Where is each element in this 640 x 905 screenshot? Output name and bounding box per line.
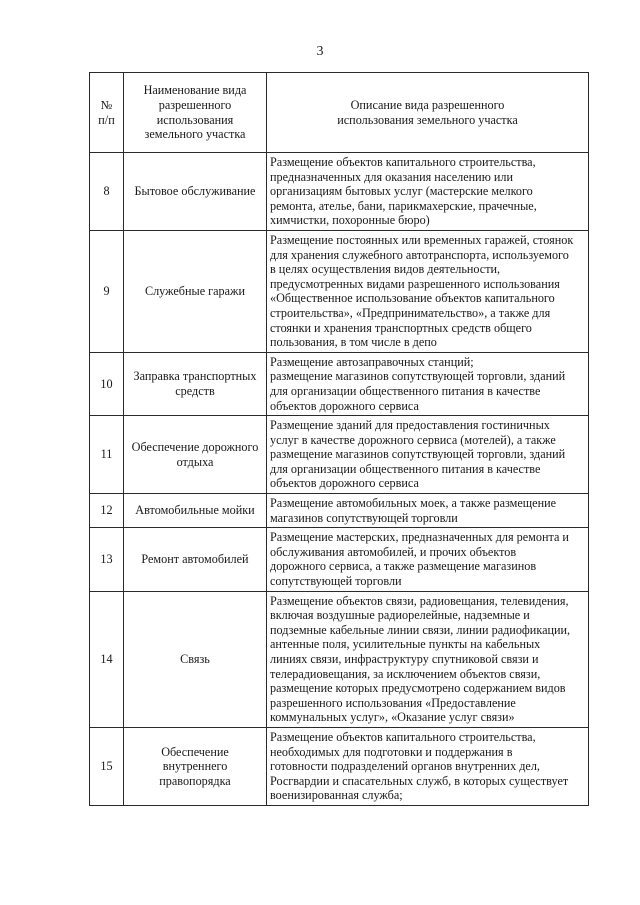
land-use-name bbox=[124, 230, 267, 352]
text-line: Служебные гаражи bbox=[144, 284, 246, 299]
text-line: разрешенного использования «Предоставление bbox=[270, 695, 516, 710]
row-number: 15 bbox=[90, 727, 124, 805]
header-number bbox=[90, 73, 124, 153]
text-line: готовности подразделений органов внутренних дел, bbox=[270, 759, 540, 774]
text-line: использования bbox=[156, 112, 234, 127]
text-line: объектов дорожного сервиса bbox=[270, 398, 419, 413]
row-number: 9 bbox=[90, 230, 124, 352]
text-line: антенные поля, усилительные пункты на кабельных bbox=[270, 637, 541, 652]
text-line: Размещение автомобильных моек, а также размещение bbox=[270, 496, 557, 511]
land-use-description bbox=[267, 153, 589, 231]
text-line: дорожного сервиса, а также размещение магазинов bbox=[270, 559, 537, 574]
row-number: 13 bbox=[90, 528, 124, 591]
text-line: организациям бытовых услуг (мастерские мелкого bbox=[270, 184, 533, 199]
land-use-description bbox=[267, 591, 589, 727]
land-use-description bbox=[267, 528, 589, 591]
row-number: 8 bbox=[90, 153, 124, 231]
text-line: линиях связи, инфраструктуру спутниковой связи и bbox=[270, 652, 539, 666]
land-use-name bbox=[124, 494, 267, 528]
text-line: подземные кабельные линии связи, линии радиофикации, bbox=[270, 622, 571, 637]
text-line: химчистки, похоронные бюро) bbox=[270, 213, 430, 228]
row-number: 12 bbox=[90, 494, 124, 528]
text-line: № bbox=[100, 97, 113, 112]
text-line: для организации общественного питания в качестве bbox=[270, 461, 541, 476]
table-row bbox=[90, 494, 589, 528]
text-line: телерадиовещания, за исключением объектов связи, bbox=[270, 666, 541, 681]
text-line: строительства», «Предпринимательство», а также для bbox=[270, 305, 551, 320]
table-row bbox=[90, 230, 589, 352]
text-line: разрешенного bbox=[158, 97, 232, 112]
land-use-description bbox=[267, 352, 589, 415]
text-line: размещение магазинов сопутствующей торговли, зданий bbox=[270, 369, 566, 384]
text-line: отдыха bbox=[176, 454, 214, 469]
text-line: средств bbox=[175, 383, 215, 398]
text-line: Обеспечение дорожного bbox=[131, 439, 259, 454]
text-line: для организации общественного питания в качестве bbox=[270, 383, 541, 398]
table-row bbox=[90, 153, 589, 231]
header-description bbox=[267, 73, 589, 153]
text-line: Росгвардии и спасательных служб, в которых существует bbox=[270, 773, 569, 788]
text-line: пользования, в том числе в депо bbox=[270, 335, 437, 350]
land-use-name bbox=[124, 591, 267, 727]
text-line: Связь bbox=[180, 652, 210, 666]
text-line: Наименование вида bbox=[143, 83, 247, 98]
text-line: Заправка транспортных bbox=[133, 369, 257, 384]
table-header-row bbox=[90, 73, 589, 153]
text-line: размещение которых предусмотрено содержанием видов bbox=[270, 681, 566, 696]
text-line: военизированная служба; bbox=[270, 788, 403, 803]
text-line: использования земельного участка bbox=[337, 112, 518, 127]
text-line: сопутствующей торговли bbox=[270, 574, 402, 589]
text-line: Размещение постоянных или временных гаражей, стоянок bbox=[270, 232, 574, 247]
table-row bbox=[90, 352, 589, 415]
text-line: земельного участка bbox=[144, 127, 246, 142]
land-use-types-table bbox=[89, 72, 589, 806]
table-row bbox=[90, 416, 589, 494]
text-line: Описание вида разрешенного bbox=[350, 97, 505, 112]
text-line: Обеспечение bbox=[161, 744, 229, 759]
text-line: необходимых для подготовки и поддержания в bbox=[270, 744, 513, 759]
table-row bbox=[90, 528, 589, 591]
text-line: обслуживания автомобилей, и прочих объектов bbox=[270, 544, 517, 559]
text-line: в целях осуществления видов деятельности, bbox=[270, 262, 501, 277]
land-use-description bbox=[267, 230, 589, 352]
table-row bbox=[90, 591, 589, 727]
row-number: 14 bbox=[90, 591, 124, 727]
text-line: магазинов сопутствующей торговли bbox=[270, 510, 458, 525]
text-line: Размещение автозаправочных станций; bbox=[270, 354, 474, 369]
land-use-name bbox=[124, 153, 267, 231]
text-line: для хранения служебного автотранспорта, используемого bbox=[270, 247, 569, 262]
text-line: услуг в качестве дорожного сервиса (мотелей), а также bbox=[270, 432, 556, 447]
text-line: Ремонт автомобилей bbox=[141, 552, 249, 567]
table-body bbox=[90, 153, 589, 806]
text-line: Размещение объектов связи, радиовещания, телевидения, bbox=[270, 593, 569, 608]
land-use-description bbox=[267, 416, 589, 494]
text-line: «Общественное использование объектов капитального bbox=[270, 291, 555, 306]
text-line: Размещение объектов капитального строительства, bbox=[270, 729, 536, 744]
text-line: ремонта, ателье, бани, парикмахерские, прачечные, bbox=[270, 198, 537, 213]
page-number: 3 bbox=[316, 44, 324, 59]
text-line: правопорядка bbox=[159, 773, 231, 788]
table-row bbox=[90, 727, 589, 805]
land-use-name bbox=[124, 352, 267, 415]
land-use-description bbox=[267, 494, 589, 528]
text-line: Размещение объектов капитального строительства, bbox=[270, 155, 536, 169]
text-line: внутреннего bbox=[162, 759, 228, 774]
text-line: коммунальных услуг», «Оказание услуг связи» bbox=[270, 710, 515, 725]
text-line: Бытовое обслуживание bbox=[134, 184, 256, 199]
text-line: стоянки и хранения транспортных средств общего bbox=[270, 320, 532, 335]
land-use-name bbox=[124, 416, 267, 494]
land-use-name bbox=[124, 528, 267, 591]
row-number: 11 bbox=[90, 416, 124, 494]
header-name bbox=[124, 73, 267, 153]
text-line: п/п bbox=[98, 112, 115, 127]
land-use-description bbox=[267, 727, 589, 805]
text-line: размещение магазинов сопутствующей торговли, зданий bbox=[270, 447, 566, 462]
text-line: объектов дорожного сервиса bbox=[270, 476, 419, 491]
text-line: Размещение зданий для предоставления гостиничных bbox=[270, 418, 550, 433]
text-line: Автомобильные мойки bbox=[135, 503, 255, 518]
text-line: предназначенных для оказания населению или bbox=[270, 169, 513, 184]
land-use-name bbox=[124, 727, 267, 805]
text-line: Размещение мастерских, предназначенных для ремонта и bbox=[270, 530, 569, 545]
row-number: 10 bbox=[90, 352, 124, 415]
text-line: включая воздушные радиорелейные, надземные и bbox=[270, 608, 530, 623]
text-line: предусмотренных видами разрешенного использования bbox=[270, 276, 560, 291]
